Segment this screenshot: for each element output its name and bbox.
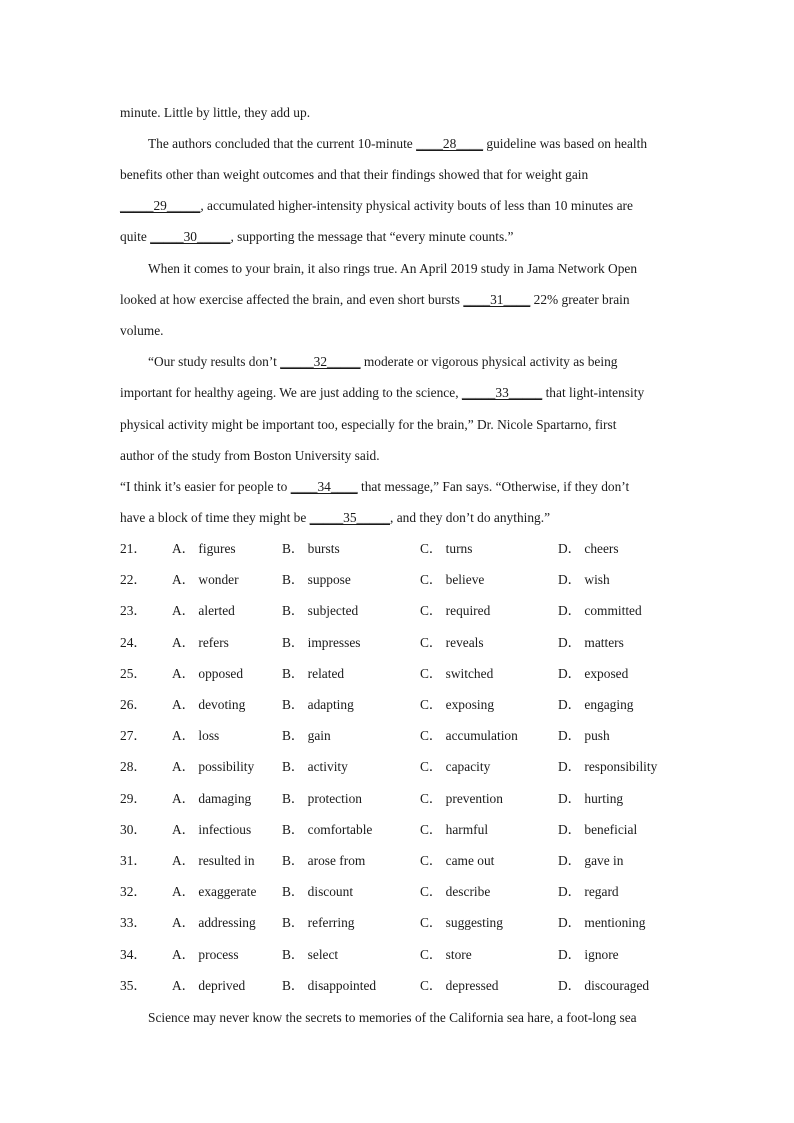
option-d: D． beneficial (558, 821, 638, 837)
option-d: D． gave in (558, 853, 624, 868)
option-row (120, 603, 680, 619)
option-b: B． gain (282, 728, 331, 744)
option-c: C． describe (420, 884, 491, 900)
option-a: A． addressing (172, 915, 256, 931)
option-d: D． regard (558, 884, 619, 900)
passage-line-10: important for healthy ageing. We are just adding to the science, _____33_____ that light-intensity (120, 385, 645, 400)
option-row (120, 884, 680, 900)
blank-33: _____33_____ (461, 385, 543, 400)
passage-line-7: looked at how exercise affected the brain, and even short bursts ____31____ 22% greater brain (120, 292, 630, 307)
passage-line-11: physical activity might be important too, especially for the brain,” Dr. Nicole Spartarno, first (120, 417, 617, 432)
option-d: D． discouraged (558, 977, 650, 993)
option-d: D． matters (558, 634, 624, 650)
blank-32: _____32_____ (280, 354, 361, 369)
option-row (120, 822, 680, 838)
option-a: A． infectious (172, 821, 252, 837)
option-b: B． select (282, 946, 339, 962)
passage-line-4: _____29_____, accumulated higher-intensity physical activity bouts of less than 10 minutes are (120, 198, 633, 213)
question-number: 24． (120, 634, 147, 650)
option-d: D． mentioning (558, 915, 646, 931)
option-d: D． engaging (558, 697, 634, 712)
option-a: A． opposed (172, 665, 244, 681)
passage-line-13: “I think it’s easier for people to ____34____ that message,” Fan says. “Otherwise, if they don’t (120, 479, 630, 494)
passage-next-paragraph: Science may never know the secrets to memories of the California sea hare, a foot-long sea (148, 1010, 637, 1025)
option-d: D． hurting (558, 790, 624, 806)
question-number: 22． (120, 572, 147, 588)
blank-31: ____31____ (463, 292, 531, 307)
question-number: 31． (120, 853, 147, 868)
option-row (120, 947, 680, 963)
option-c: C． harmful (420, 821, 489, 837)
passage-line-6: When it comes to your brain, it also rings true. An April 2019 study in Jama Network Open (148, 261, 638, 276)
option-b: B． impresses (282, 634, 361, 650)
question-number: 34． (120, 946, 147, 962)
option-c: C． believe (420, 572, 485, 588)
option-row (120, 915, 680, 931)
option-b: B． referring (282, 915, 355, 931)
option-row (120, 697, 680, 713)
option-b: B． adapting (282, 697, 354, 712)
question-number: 27． (120, 728, 147, 744)
option-c: C． exposing (420, 697, 495, 712)
option-row (120, 728, 680, 744)
question-number: 21． (120, 541, 147, 556)
option-c: C． reveals (420, 634, 484, 650)
option-row (120, 666, 680, 682)
question-number: 30． (120, 821, 147, 837)
option-c: C． turns (420, 541, 473, 556)
option-row (120, 759, 680, 775)
option-c: C． came out (420, 853, 495, 868)
passage-line-3: benefits other than weight outcomes and that their findings showed that for weight gain (120, 167, 589, 182)
passage-line-8: volume. (120, 323, 164, 338)
option-a: A． figures (172, 541, 236, 556)
question-number: 25． (120, 665, 147, 681)
option-a: A． damaging (172, 790, 252, 806)
option-d: D． cheers (558, 541, 619, 556)
option-c: C． accumulation (420, 728, 518, 744)
passage-line-9: “Our study results don’t _____32_____ moderate or vigorous physical activity as being (148, 354, 618, 369)
blank-35: _____35_____ (309, 510, 390, 525)
option-c: C． suggesting (420, 915, 503, 931)
option-c: C． required (420, 603, 491, 619)
option-d: D． wish (558, 572, 610, 588)
question-number: 35． (120, 977, 147, 993)
option-d: D． push (558, 728, 610, 744)
option-c: C． capacity (420, 759, 491, 775)
passage-line-5: quite _____30_____, supporting the message that “every minute counts.” (120, 229, 514, 244)
option-d: D． ignore (558, 946, 619, 962)
passage-line-14: have a block of time they might be _____35_____, and they don’t do anything.” (120, 510, 551, 525)
option-b: B． suppose (282, 572, 351, 588)
blank-29: _____29_____ (120, 198, 201, 213)
option-row (120, 853, 680, 869)
option-a: A． loss (172, 728, 220, 744)
question-number: 28． (120, 759, 147, 775)
option-b: B． activity (282, 759, 348, 775)
option-a: A． wonder (172, 572, 239, 588)
blank-34: ____34____ (290, 479, 358, 494)
option-d: D． responsibility (558, 759, 658, 775)
option-c: C． depressed (420, 977, 499, 993)
question-number: 26． (120, 697, 147, 712)
question-number: 33． (120, 915, 147, 931)
option-d: D． exposed (558, 665, 629, 681)
option-a: A． possibility (172, 759, 255, 775)
option-b: B． arose from (282, 853, 366, 868)
question-number: 23． (120, 603, 147, 619)
option-b: B． protection (282, 790, 362, 806)
option-a: A． refers (172, 634, 229, 650)
option-c: C． store (420, 946, 472, 962)
blank-28: ____28____ (416, 136, 484, 151)
option-a: A． deprived (172, 977, 246, 993)
option-a: A． alerted (172, 603, 235, 619)
option-c: C． switched (420, 665, 494, 681)
option-row (120, 572, 680, 588)
option-a: A． exaggerate (172, 884, 257, 900)
option-row (120, 791, 680, 807)
option-row (120, 635, 680, 651)
option-b: B． discount (282, 884, 354, 900)
passage-line-1: minute. Little by little, they add up. (120, 105, 311, 120)
question-number: 32． (120, 884, 147, 900)
option-row (120, 978, 680, 994)
option-a: A． resulted in (172, 853, 255, 868)
option-row (120, 541, 680, 557)
option-d: D． committed (558, 603, 642, 619)
option-b: B． comfortable (282, 821, 373, 837)
option-a: A． process (172, 946, 239, 962)
passage-line-12: author of the study from Boston University said. (120, 448, 380, 463)
passage-line-2: The authors concluded that the current 10-minute ____28____ guideline was based on health (148, 136, 648, 151)
option-b: B． related (282, 665, 345, 681)
option-c: C． prevention (420, 790, 503, 806)
option-b: B． disappointed (282, 977, 377, 993)
option-b: B． subjected (282, 603, 359, 619)
blank-30: _____30_____ (150, 229, 231, 244)
option-a: A． devoting (172, 697, 246, 712)
option-b: B． bursts (282, 541, 340, 556)
question-number: 29． (120, 790, 147, 806)
